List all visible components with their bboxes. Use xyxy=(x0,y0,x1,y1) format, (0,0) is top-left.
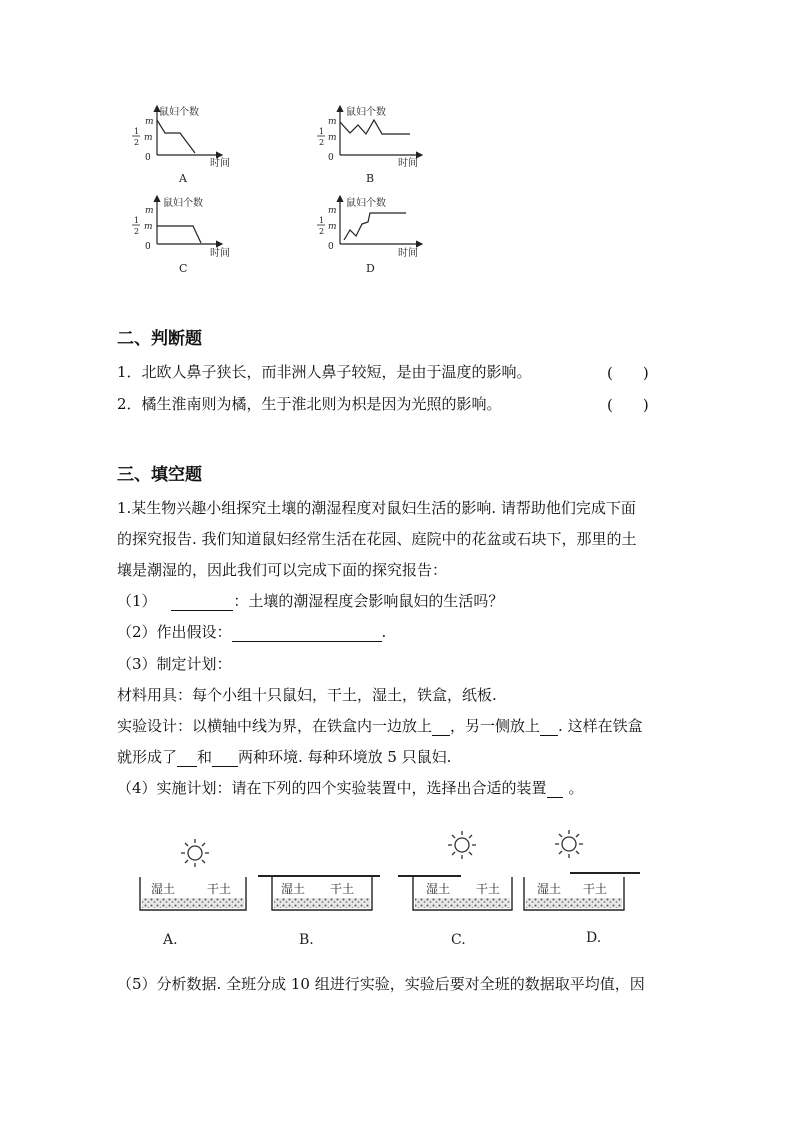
judge-item-2 xyxy=(117,394,502,414)
graph-a-letter: A xyxy=(179,172,187,185)
svg-text:m: m xyxy=(144,133,153,143)
svg-text:0: 0 xyxy=(145,153,151,163)
judge-item-1-paren[interactable]: ( ) xyxy=(607,364,649,382)
graph-d xyxy=(317,196,422,275)
graph-d-curve xyxy=(344,213,406,240)
svg-text:2: 2 xyxy=(134,138,140,147)
graph-figure xyxy=(0,0,794,300)
sun-icon xyxy=(448,831,476,859)
svg-text:0: 0 xyxy=(328,242,334,252)
apparatus-a-label: A. xyxy=(163,932,178,948)
design-blank-2[interactable] xyxy=(540,718,558,736)
svg-text:m: m xyxy=(144,222,153,232)
question-3: （3）制定计划： xyxy=(117,655,232,673)
svg-text:湿土: 湿土 xyxy=(426,882,451,896)
svg-text:2: 2 xyxy=(319,227,325,236)
svg-text:1: 1 xyxy=(319,216,325,225)
design-line-2: 就形成了 和 两种环境. 每种环境放 5 只鼠妇. xyxy=(117,748,452,766)
graph-c-x-label: 时间 xyxy=(210,248,230,259)
section2-title: 二、判断题 xyxy=(117,329,202,349)
svg-text:0: 0 xyxy=(145,242,151,252)
svg-text:1: 1 xyxy=(134,216,140,225)
svg-text:1: 1 xyxy=(134,127,140,136)
question-1: （1） ：土壤的潮湿程度会影响鼠妇的生活吗？ xyxy=(117,592,504,610)
graph-a-m: m xyxy=(145,117,154,127)
sun-icon xyxy=(555,830,583,858)
question-2: （2）作出假设： . xyxy=(117,623,387,641)
judge-item-1-text: 1．北欧人鼻子狭长，而非洲人鼻子较短，是由于温度的影响。 xyxy=(117,363,532,381)
q1-blank[interactable] xyxy=(171,593,233,611)
apparatus-b xyxy=(258,876,380,948)
graph-b-letter: B xyxy=(366,172,375,185)
graph-a-curve xyxy=(157,120,195,153)
apparatus-a xyxy=(140,839,246,948)
graph-c-letter: C xyxy=(179,262,188,275)
svg-text:干土: 干土 xyxy=(207,882,232,896)
design-line-1: 实验设计：以横轴中线为界，在铁盒内一边放上 ，另一侧放上 . 这样在铁盒 xyxy=(117,717,643,735)
apparatus-d xyxy=(524,830,640,946)
graph-b-x-label: 时间 xyxy=(398,158,418,169)
apparatus-d-label: D. xyxy=(586,930,602,946)
question-4: （4）实施计划：请在下列的四个实验装置中，选择出合适的装置 。 xyxy=(117,779,584,797)
design-blank-4[interactable] xyxy=(212,749,238,767)
graph-b-y-label: 鼠妇个数 xyxy=(346,107,386,118)
intro-line-3: 壤是潮湿的，因此我们可以完成下面的探究报告： xyxy=(117,561,448,579)
graph-d-y-label: 鼠妇个数 xyxy=(346,198,386,209)
materials-line: 材料用具：每个小组十只鼠妇，干土，湿土，铁盒，纸板. xyxy=(117,686,497,704)
q4-blank[interactable] xyxy=(547,780,563,798)
graph-b-curve xyxy=(340,120,410,134)
svg-text:干土: 干土 xyxy=(330,882,355,896)
svg-text:干土: 干土 xyxy=(476,882,501,896)
q2-blank[interactable] xyxy=(232,624,382,642)
graph-c-y-label: 鼠妇个数 xyxy=(163,198,203,209)
svg-text:m: m xyxy=(328,133,337,143)
svg-text:湿土: 湿土 xyxy=(537,882,562,896)
graph-d-letter: D xyxy=(366,262,375,275)
apparatus-figure xyxy=(0,820,794,955)
judge-item-2-paren[interactable]: ( ) xyxy=(607,396,649,414)
section3-title: 三、填空题 xyxy=(117,465,202,485)
svg-text:m: m xyxy=(328,117,337,127)
graph-a xyxy=(132,105,230,185)
svg-text:m: m xyxy=(145,206,154,216)
design-blank-3[interactable] xyxy=(177,749,197,767)
graph-a-y-label: 鼠妇个数 xyxy=(159,107,199,118)
svg-text:1: 1 xyxy=(319,127,325,136)
apparatus-b-label: B. xyxy=(299,932,314,948)
judge-item-1 xyxy=(117,362,532,382)
graph-c xyxy=(132,196,230,275)
svg-text:干土: 干土 xyxy=(583,882,608,896)
svg-text:m: m xyxy=(328,222,337,232)
judge-item-2-text: 2．橘生淮南则为橘，生于淮北则为枳是因为光照的影响。 xyxy=(117,395,502,413)
svg-text:湿土: 湿土 xyxy=(151,882,176,896)
question-5: （5）分析数据. 全班分成 10 组进行实验，实验后要对全班的数据取平均值，因 xyxy=(117,975,645,993)
svg-text:m: m xyxy=(328,206,337,216)
svg-text:2: 2 xyxy=(134,227,140,236)
sun-icon xyxy=(181,839,209,867)
svg-text:2: 2 xyxy=(319,138,325,147)
graph-d-x-label: 时间 xyxy=(398,248,418,259)
graph-c-curve xyxy=(157,226,201,243)
apparatus-c-label: C. xyxy=(451,932,466,948)
svg-text:湿土: 湿土 xyxy=(281,882,306,896)
graph-b xyxy=(317,105,422,185)
svg-text:0: 0 xyxy=(328,153,334,163)
design-blank-1[interactable] xyxy=(432,718,450,736)
intro-line-2: 的探究报告. 我们知道鼠妇经常生活在花园、庭院中的花盆或石块下，那里的土 xyxy=(117,530,637,548)
apparatus-c xyxy=(398,831,512,948)
intro-line-1: 1.某生物兴趣小组探究土壤的潮湿程度对鼠妇生活的影响. 请帮助他们完成下面 xyxy=(117,499,636,517)
graph-a-x-label: 时间 xyxy=(210,158,230,169)
